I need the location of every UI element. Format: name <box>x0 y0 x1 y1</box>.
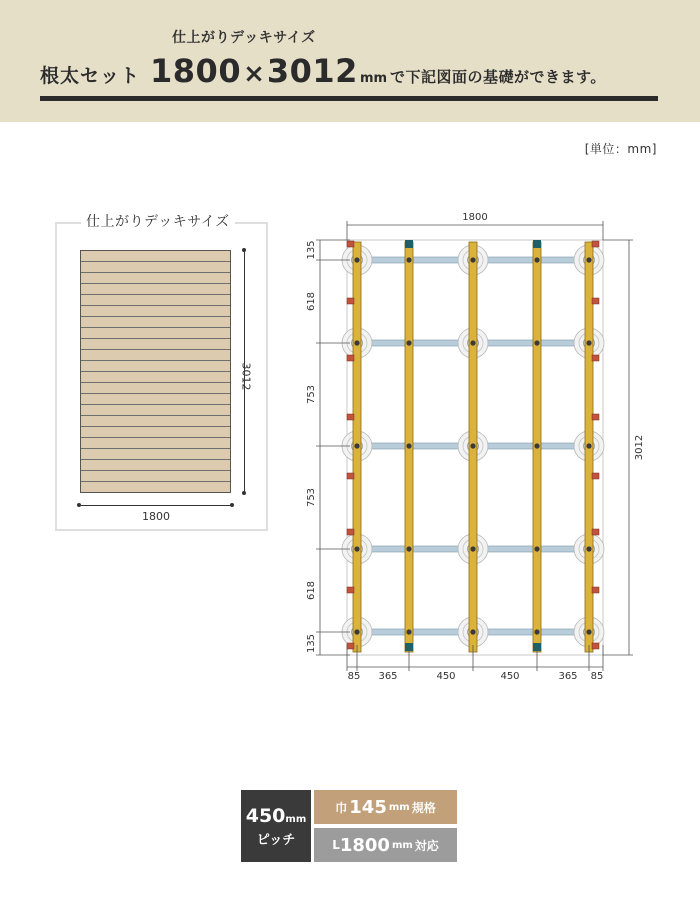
side-bracket <box>347 643 354 649</box>
length-spec-badge <box>314 828 457 862</box>
joist-fastener <box>586 629 591 634</box>
right-height-label: 3012 <box>634 434 645 461</box>
pitch-value: 450 <box>245 804 286 827</box>
joist-fastener <box>354 629 359 634</box>
header-banner <box>0 0 700 122</box>
pitch-unit: mm <box>285 813 307 825</box>
joist-end-cap <box>405 240 413 248</box>
dimension-end-dot <box>242 491 246 495</box>
side-bracket <box>592 529 599 535</box>
joist-fastener <box>470 546 475 551</box>
side-bracket <box>347 414 354 420</box>
bottom-dimension-label: 85 <box>347 671 361 682</box>
joist-fastener <box>406 546 411 551</box>
length-unit: mm <box>391 839 413 851</box>
joist-fastener <box>534 546 539 551</box>
header-length-value: 3012 <box>266 52 358 90</box>
deck-overview-title: 仕上がりデッキサイズ <box>81 211 235 231</box>
width-value: 145 <box>349 796 387 818</box>
joist-fastener <box>406 443 411 448</box>
dimension-end-dot <box>242 248 246 252</box>
side-bracket <box>592 587 599 593</box>
joist-fastener <box>534 629 539 634</box>
side-bracket <box>347 298 354 304</box>
joist-fastener <box>354 257 359 262</box>
width-unit: mm <box>388 801 410 813</box>
joist-fastener <box>534 257 539 262</box>
width-suffix: 規格 <box>411 800 436 815</box>
dimension-end-dot <box>77 503 81 507</box>
length-value: 1800 <box>339 834 390 856</box>
joist-fastener <box>586 546 591 551</box>
joist-fastener <box>406 340 411 345</box>
top-width-label: 1800 <box>462 212 488 223</box>
joist-fastener <box>406 629 411 634</box>
joist-fastener <box>354 546 359 551</box>
joist-fastener <box>354 340 359 345</box>
pitch-badge <box>241 790 311 862</box>
length-prefix: L <box>332 838 340 852</box>
bottom-dimension-label: 365 <box>378 671 398 682</box>
bottom-dimension-label: 450 <box>436 671 456 682</box>
header-times-sign: × <box>243 59 265 89</box>
side-bracket <box>592 414 599 420</box>
width-spec-badge <box>314 790 457 824</box>
joist-end-cap <box>533 240 541 248</box>
side-bracket <box>592 241 599 247</box>
side-bracket <box>347 587 354 593</box>
joist-fastener <box>470 257 475 262</box>
deck-height-label: 3012 <box>239 362 253 391</box>
header-divider <box>40 96 658 101</box>
joist-fastener <box>586 443 591 448</box>
dimension-end-dot <box>230 503 234 507</box>
header-unit: mm <box>359 71 388 86</box>
header-title <box>40 52 660 90</box>
joist-fastener <box>586 257 591 262</box>
joist-fastener <box>534 443 539 448</box>
side-bracket <box>347 355 354 361</box>
joist-fastener <box>354 443 359 448</box>
left-dimension-label: 135 <box>306 633 317 654</box>
bottom-dimension-label: 85 <box>590 671 604 682</box>
deck-boards-illustration <box>80 250 231 493</box>
length-suffix: 対応 <box>414 838 439 853</box>
joist-fastener <box>470 629 475 634</box>
side-bracket <box>347 473 354 479</box>
bottom-dimension-label: 450 <box>500 671 520 682</box>
side-bracket <box>592 643 599 649</box>
side-bracket <box>592 298 599 304</box>
header-subtitle: 仕上がりデッキサイズ <box>172 30 316 46</box>
joist-fastener <box>406 257 411 262</box>
deck-width-dimension-line <box>79 505 232 506</box>
header-suffix: で下記図面の基礎ができます。 <box>390 68 606 86</box>
joist-fastener <box>586 340 591 345</box>
joist-fastener <box>470 340 475 345</box>
spec-badges <box>241 790 461 862</box>
side-bracket <box>592 473 599 479</box>
side-bracket <box>347 241 354 247</box>
bottom-dimension-label: 365 <box>558 671 578 682</box>
left-dimension-label: 753 <box>306 487 317 508</box>
pitch-label: ピッチ <box>256 832 296 848</box>
left-dimension-label: 753 <box>306 384 317 405</box>
side-bracket <box>592 355 599 361</box>
unit-note: [単位：mm] <box>584 142 657 156</box>
left-dimension-label: 135 <box>306 240 317 260</box>
left-dimension-label: 618 <box>306 580 317 601</box>
left-dimension-label: 618 <box>306 291 317 312</box>
width-prefix: 巾 <box>335 800 348 815</box>
header-set-label: 根太セット <box>40 65 141 87</box>
joist-fastener <box>470 443 475 448</box>
joist-fastener <box>534 340 539 345</box>
deck-width-label: 1800 <box>142 510 170 523</box>
header-width-value: 1800 <box>150 52 242 90</box>
joist-plan-drawing <box>290 200 650 690</box>
side-bracket <box>347 529 354 535</box>
